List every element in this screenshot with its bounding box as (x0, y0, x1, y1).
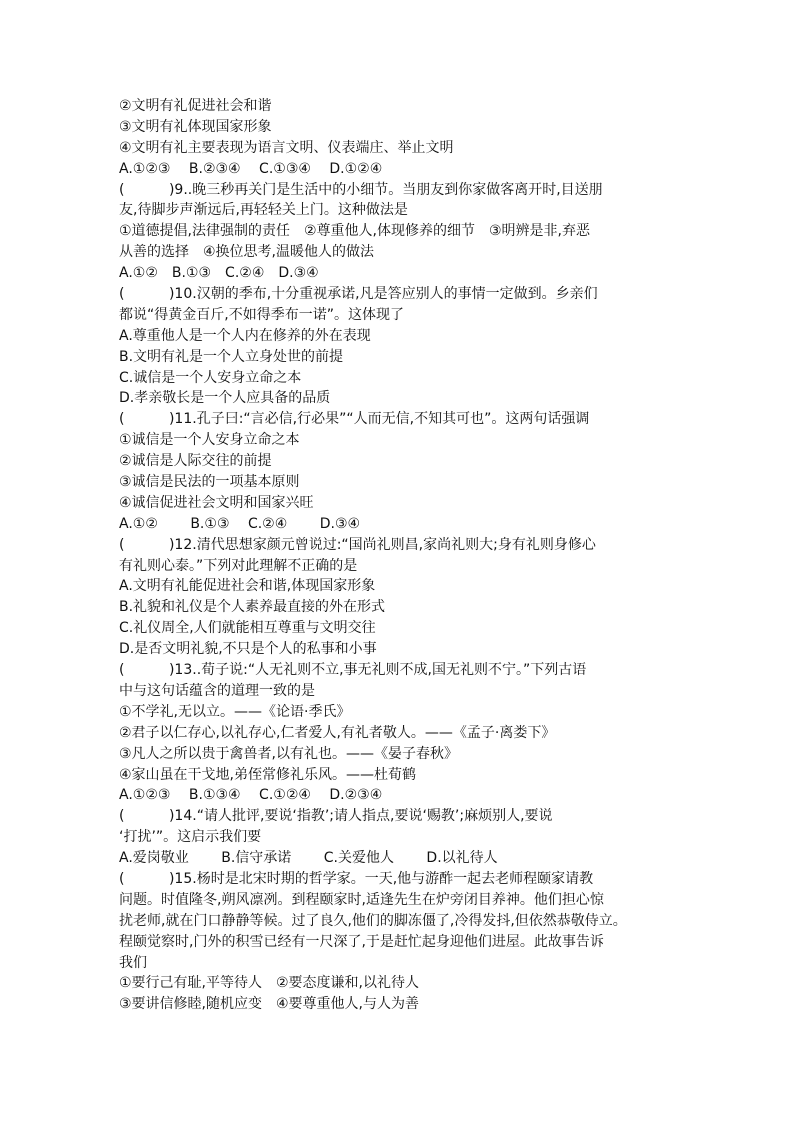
text-line: ③诚信是民法的一项基本原则 (119, 474, 300, 491)
text-line: ①道德提倡,法律强制的责任 ②尊重他人,体现修养的细节 ③明辨是非,弃恶 (119, 223, 591, 240)
text-line: ( )12.清代思想家颜元曾说过:“国尚礼则昌,家尚礼则大;身有礼则身修心 (119, 536, 596, 553)
text-line: B.文明有礼是一个人立身处世的前提 (119, 348, 344, 365)
text-line: C.诚信是一个人安身立命之本 (119, 369, 302, 386)
text-line: ④诚信促进社会文明和国家兴旺 (119, 494, 314, 511)
text-line: 有礼则心泰。”下列对此理解不正确的是 (119, 557, 358, 574)
text-line: 我们 (119, 954, 147, 971)
text-line: 友,待脚步声渐远后,再轻轻关上门。这种做法是 (119, 202, 408, 219)
text-line: ③凡人之所以贵于禽兽者,以有礼也。——《晏子春秋》 (119, 745, 458, 762)
text-line: ③文明有礼体现国家形象 (119, 118, 272, 135)
text-line: ( )10.汉朝的季布,十分重视承诺,凡是答应别人的事情一定做到。乡亲们 (119, 286, 598, 303)
document-body (119, 96, 684, 1015)
text-line: 扰老师,就在门口静静等候。过了良久,他们的脚冻僵了,冷得发抖,但依然恭敬侍立。 (119, 912, 627, 929)
text-line: A.①② B.①③ C.②④ D.③④ (119, 265, 319, 282)
text-line: 问题。时值隆冬,朔风凛冽。到程颐家时,适逢先生在炉旁闭目养神。他们担心惊 (119, 891, 604, 908)
text-line: ( )11.孔子曰:“言必信,行必果”“人而无信,不知其可也”。这两句话强调 (119, 411, 590, 428)
text-line: ①不学礼,无以立。——《论语·季氏》 (119, 703, 351, 720)
text-line: D.孝亲敬长是一个人应具备的品质 (119, 390, 331, 407)
text-line: ④家山虽在干戈地,弟侄常修礼乐风。——杜荀鹤 (119, 766, 416, 783)
text-line: ( )13..荀子说:“人无礼则不立,事无礼则不成,国无礼则不宁。”下列古语 (119, 662, 587, 679)
text-line: ①诚信是一个人安身立命之本 (119, 432, 300, 449)
text-line: ②诚信是人际交往的前提 (119, 453, 272, 470)
text-line: A.①②③ B.②③④ C.①③④ D.①②④ (119, 160, 383, 177)
text-line: D.是否文明礼貌,不只是个人的私事和小事 (119, 641, 377, 658)
text-line: ④文明有礼主要表现为语言文明、仪表端庄、举止文明 (119, 139, 454, 156)
text-line: ‘打扰’”。这启示我们要 (119, 829, 262, 846)
text-line: ( )14.“请人批评,要说‘指教’;请人指点,要说‘赐教’;麻烦别人,要说 (119, 808, 553, 825)
text-line: 程颐觉察时,门外的积雪已经有一尺深了,于是赶忙起身迎他们进屋。此故事告诉 (119, 933, 604, 950)
text-line: ②君子以仁存心,以礼存心,仁者爱人,有礼者敬人。——《孟子·离娄下》 (119, 724, 556, 741)
text-line: ③要讲信修睦,随机应变 ④要尊重他人,与人为善 (119, 996, 420, 1013)
text-line: 中与这句话蕴含的道理一致的是 (119, 682, 315, 699)
text-line: A.①② B.①③ C.②④ D.③④ (119, 515, 361, 532)
text-line: ①要行己有耻,平等待人 ②要态度谦和,以礼待人 (119, 975, 420, 992)
text-line: A.尊重他人是一个人内在修养的外在表现 (119, 327, 371, 344)
text-line: 从善的选择 ④换位思考,温暖他人的做法 (119, 244, 374, 261)
text-line: 都说“得黄金百斤,不如得季布一诺”。这体现了 (119, 306, 404, 323)
text-line: A.爱岗敬业 B.信守承诺 C.关爱他人 D.以礼待人 (119, 850, 498, 867)
text-line: ( )9..晚三秒再关门是生活中的小细节。当朋友到你家做客离开时,目送朋 (119, 181, 603, 198)
text-line: A.①②③ B.①③④ C.①②④ D.②③④ (119, 787, 383, 804)
text-line: A.文明有礼能促进社会和谐,体现国家形象 (119, 578, 376, 595)
text-line: C.礼仪周全,人们就能相互尊重与文明交往 (119, 620, 376, 637)
text-line: ( )15.杨时是北宋时期的哲学家。一天,他与游酢一起去老师程颐家请教 (119, 870, 594, 887)
text-line: B.礼貌和礼仪是个人素养最直接的外在形式 (119, 599, 386, 616)
text-line: ②文明有礼促进社会和谐 (119, 98, 272, 114)
